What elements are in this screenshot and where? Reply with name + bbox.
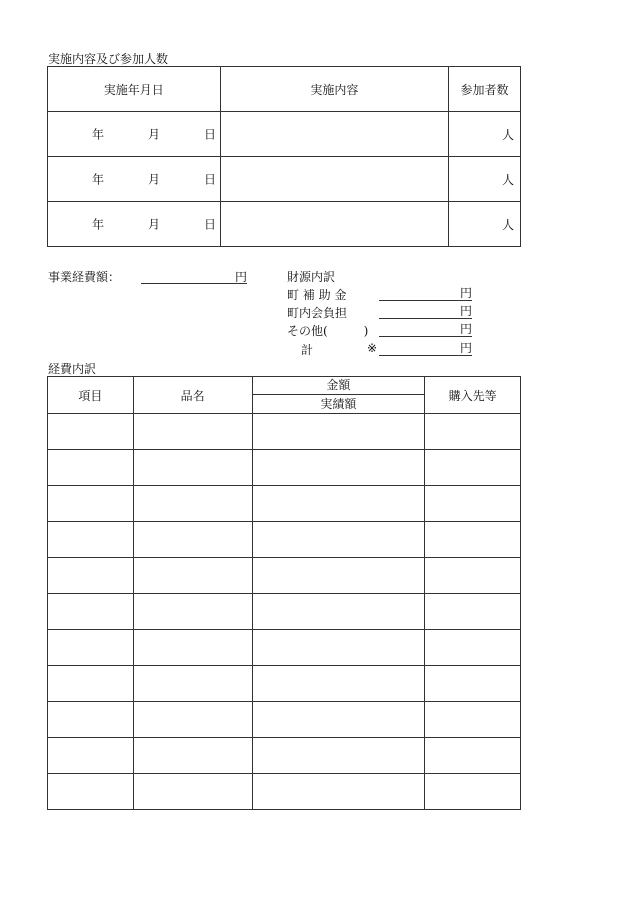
participants-cell[interactable]: 人	[449, 157, 521, 202]
section-title-activities: 実施内容及び参加人数	[48, 52, 169, 66]
date-cell[interactable]	[48, 202, 221, 247]
amount-cell[interactable]	[252, 414, 425, 450]
product-name-cell[interactable]	[133, 630, 252, 666]
participants-cell[interactable]: 人	[449, 112, 521, 157]
amount-cell[interactable]	[252, 522, 425, 558]
amount-cell[interactable]	[252, 450, 425, 486]
item-cell[interactable]	[48, 630, 134, 666]
amount-cell[interactable]	[252, 594, 425, 630]
year-label: 年	[92, 127, 105, 142]
activities-table	[47, 66, 521, 247]
funding-unit: 円	[459, 322, 472, 336]
participants-cell[interactable]: 人	[449, 202, 521, 247]
month-label: 月	[148, 217, 161, 232]
content-cell[interactable]	[220, 202, 448, 247]
header-item: 項目	[48, 377, 134, 414]
funding-unit: 円	[459, 286, 472, 300]
funding-label-other: その他( )	[287, 324, 369, 338]
vendor-cell[interactable]	[425, 522, 521, 558]
product-name-cell[interactable]	[133, 702, 252, 738]
item-cell[interactable]	[48, 666, 134, 702]
item-cell[interactable]	[48, 450, 134, 486]
vendor-cell[interactable]	[425, 486, 521, 522]
product-name-cell[interactable]	[133, 414, 252, 450]
year-label: 年	[92, 217, 105, 232]
expense-row	[48, 630, 521, 666]
amount-cell[interactable]	[252, 738, 425, 774]
asterisk-mark: ※	[367, 341, 378, 355]
amount-cell[interactable]	[252, 558, 425, 594]
item-cell[interactable]	[48, 414, 134, 450]
activity-row	[48, 157, 521, 202]
funding-other-field[interactable]	[379, 322, 472, 337]
item-cell[interactable]	[48, 702, 134, 738]
expense-row	[48, 522, 521, 558]
header-amount-top: 金額	[253, 377, 425, 395]
funding-label-total: 計	[301, 343, 314, 357]
header-amount-bottom: 実績額	[320, 397, 357, 411]
header-product-name: 品名	[133, 377, 252, 414]
header-content: 実施内容	[220, 67, 448, 112]
month-label: 月	[148, 172, 161, 187]
date-cell[interactable]	[48, 112, 221, 157]
amount-cell[interactable]	[252, 774, 425, 810]
header-participants: 参加者数	[449, 67, 521, 112]
vendor-cell[interactable]	[425, 594, 521, 630]
expenses-table	[47, 376, 521, 810]
vendor-cell[interactable]	[425, 738, 521, 774]
funding-label-subsidy: 町 補 助 金	[287, 288, 347, 302]
date-cell[interactable]	[48, 157, 221, 202]
vendor-cell[interactable]	[425, 774, 521, 810]
day-label: 日	[204, 172, 217, 187]
product-name-cell[interactable]	[133, 558, 252, 594]
amount-cell[interactable]	[252, 702, 425, 738]
vendor-cell[interactable]	[425, 450, 521, 486]
item-cell[interactable]	[48, 558, 134, 594]
expense-amount-field[interactable]	[141, 268, 247, 284]
expense-row	[48, 702, 521, 738]
month-label: 月	[148, 127, 161, 142]
funding-title: 財源内訳	[287, 270, 336, 284]
header-date: 実施年月日	[48, 67, 221, 112]
content-cell[interactable]	[220, 112, 448, 157]
header-vendor: 購入先等	[425, 377, 521, 414]
funding-association-field[interactable]	[379, 304, 472, 319]
section-title-expenses: 経費内訳	[48, 362, 97, 376]
vendor-cell[interactable]	[425, 630, 521, 666]
vendor-cell[interactable]	[425, 558, 521, 594]
year-label: 年	[92, 172, 105, 187]
product-name-cell[interactable]	[133, 450, 252, 486]
product-name-cell[interactable]	[133, 774, 252, 810]
day-label: 日	[204, 127, 217, 142]
activity-row	[48, 112, 521, 157]
day-label: 日	[204, 217, 217, 232]
vendor-cell[interactable]	[425, 414, 521, 450]
expense-row	[48, 594, 521, 630]
vendor-cell[interactable]	[425, 702, 521, 738]
product-name-cell[interactable]	[133, 486, 252, 522]
funding-unit: 円	[459, 304, 472, 318]
item-cell[interactable]	[48, 594, 134, 630]
funding-subsidy-field[interactable]	[379, 286, 472, 301]
expense-row	[48, 738, 521, 774]
product-name-cell[interactable]	[133, 594, 252, 630]
item-cell[interactable]	[48, 486, 134, 522]
content-cell[interactable]	[220, 157, 448, 202]
expense-row	[48, 558, 521, 594]
funding-label-association: 町内会負担	[287, 306, 348, 320]
amount-cell[interactable]	[252, 486, 425, 522]
product-name-cell[interactable]	[133, 738, 252, 774]
expense-row	[48, 414, 521, 450]
item-cell[interactable]	[48, 774, 134, 810]
expense-unit: 円	[234, 270, 247, 284]
expense-label: 事業経費額：	[48, 270, 121, 284]
header-amount	[252, 377, 425, 414]
product-name-cell[interactable]	[133, 666, 252, 702]
expense-row	[48, 774, 521, 810]
funding-unit: 円	[459, 341, 472, 355]
item-cell[interactable]	[48, 738, 134, 774]
amount-cell[interactable]	[252, 666, 425, 702]
funding-total-field[interactable]	[379, 341, 472, 356]
amount-cell[interactable]	[252, 630, 425, 666]
product-name-cell[interactable]	[133, 522, 252, 558]
vendor-cell[interactable]	[425, 666, 521, 702]
item-cell[interactable]	[48, 522, 134, 558]
expense-row	[48, 450, 521, 486]
expense-row	[48, 666, 521, 702]
expense-row	[48, 486, 521, 522]
activity-row	[48, 202, 521, 247]
